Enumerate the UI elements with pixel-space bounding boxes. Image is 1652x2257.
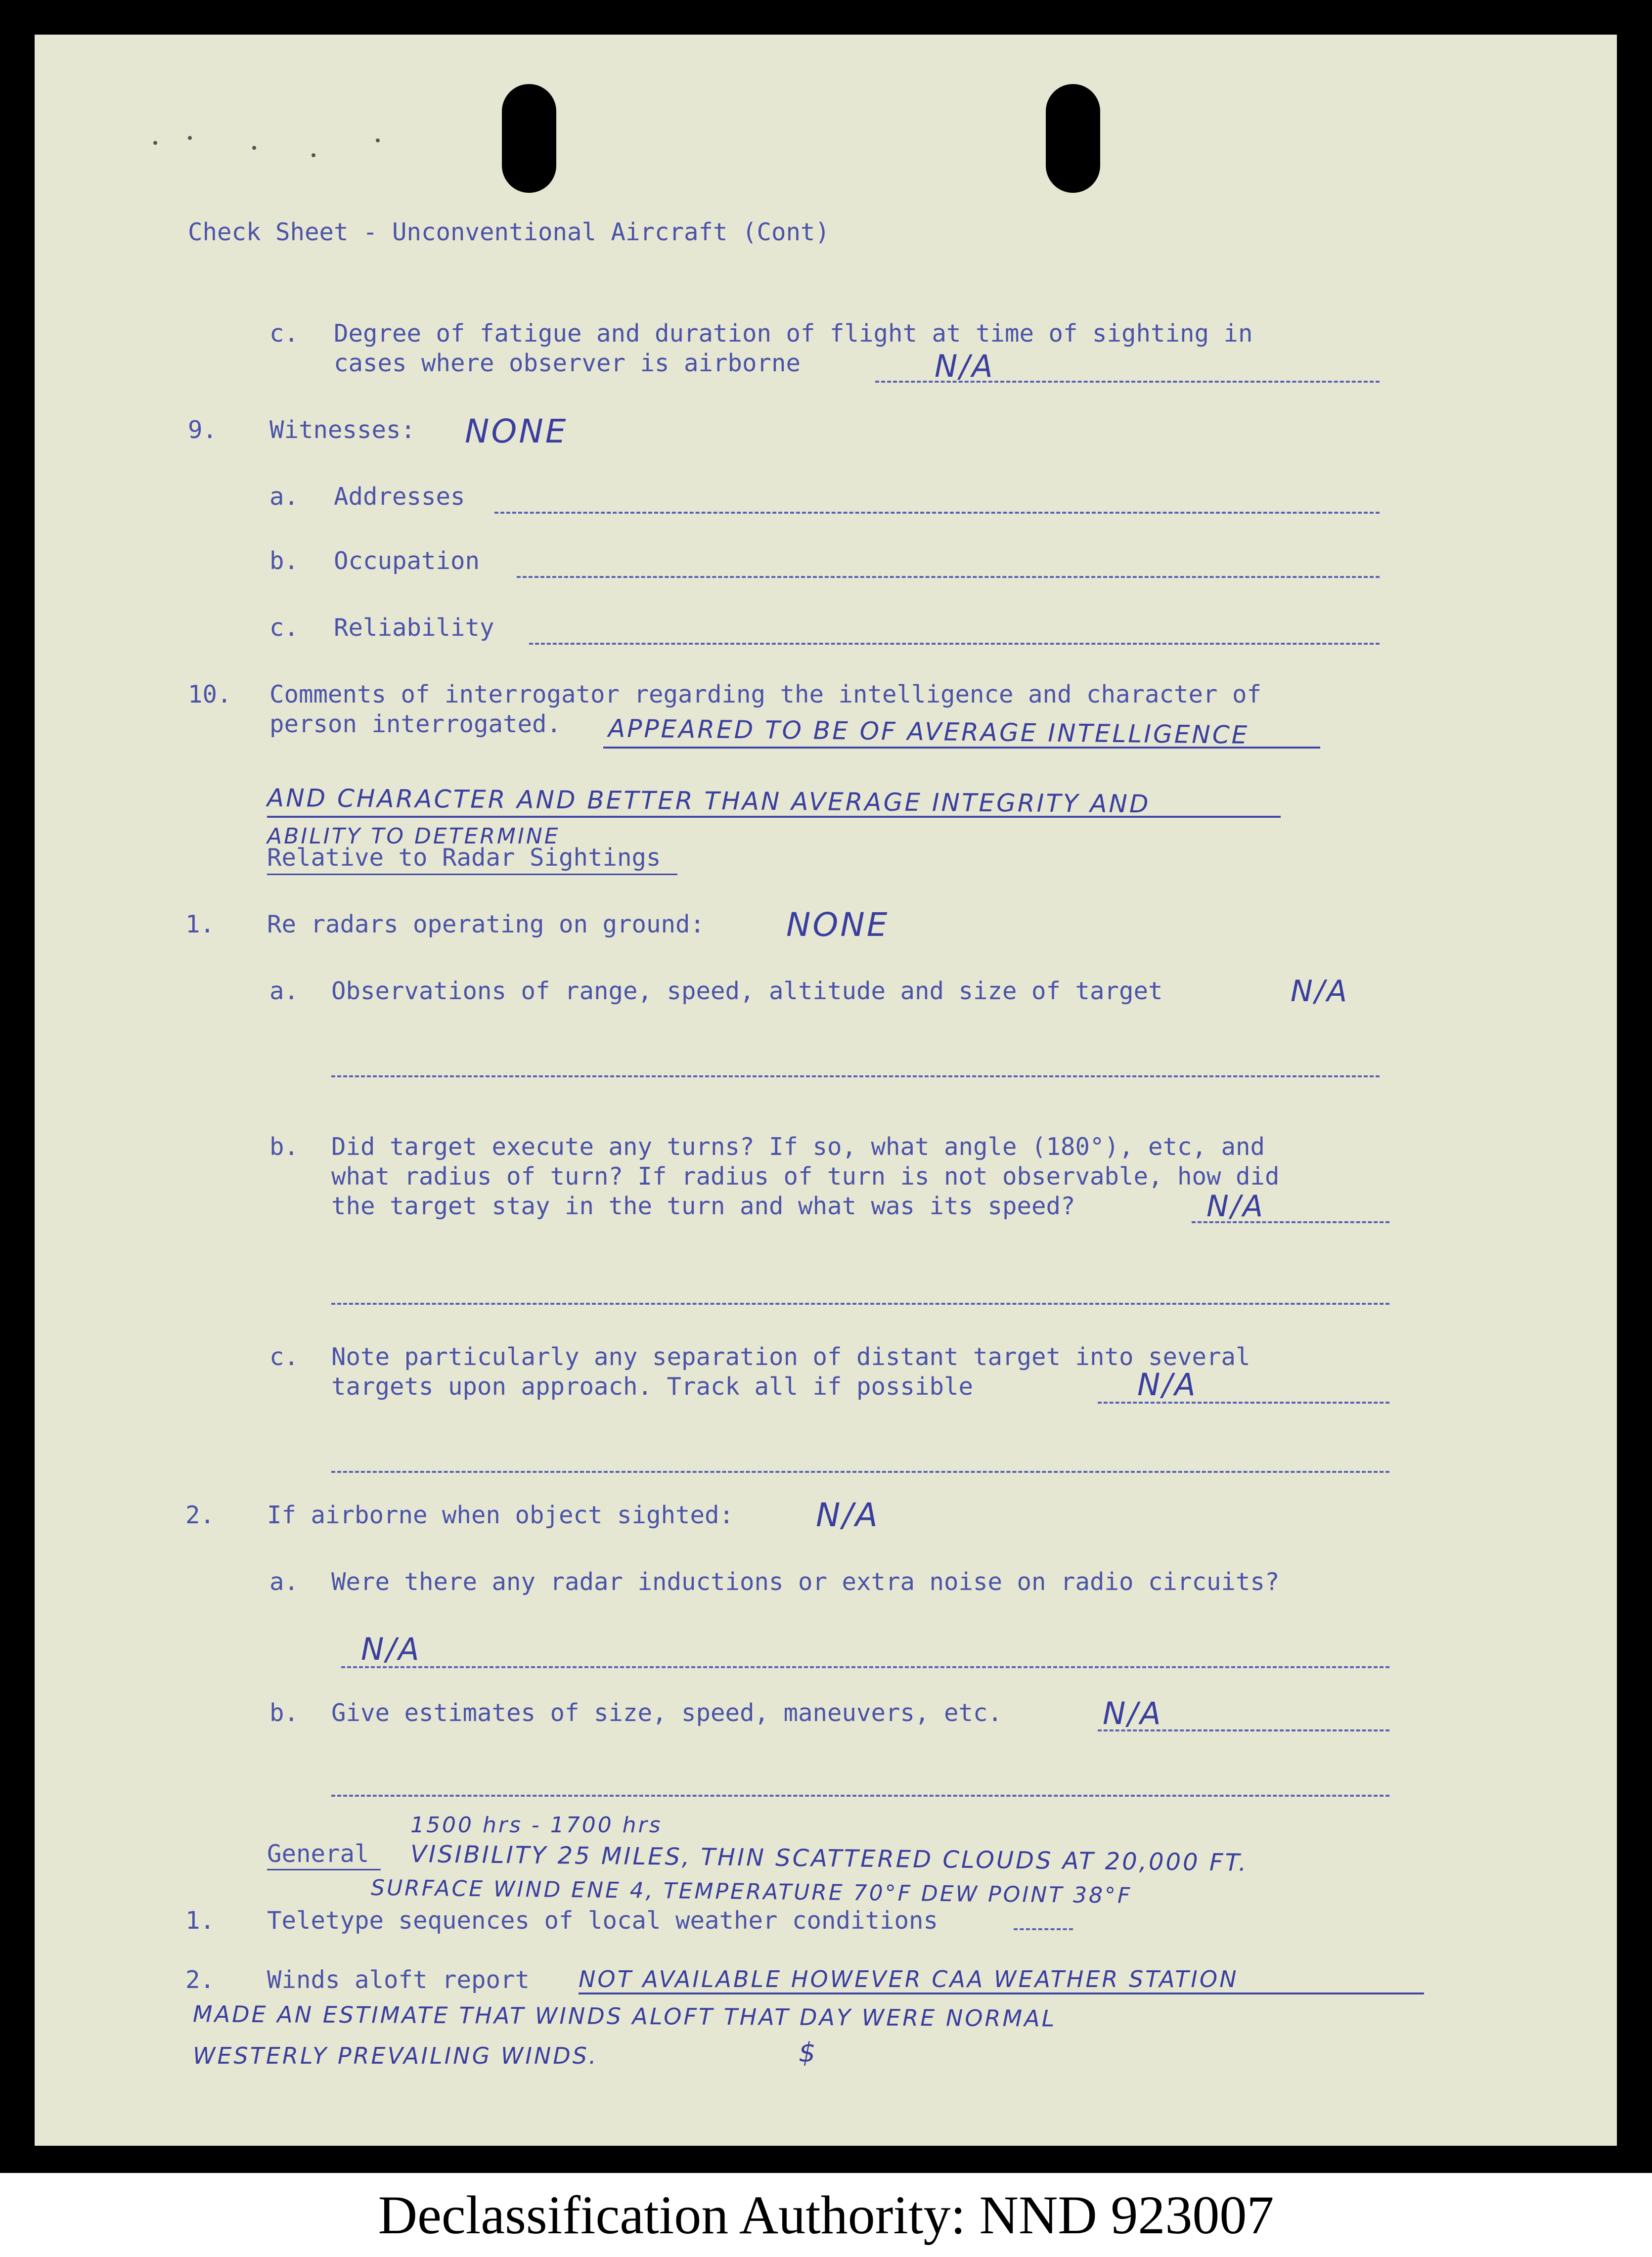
radar-item-1a-answer: N/A	[1291, 974, 1349, 1009]
item-10-answer-2: AND CHARACTER AND BETTER THAN AVERAGE INTEGRITY AND	[267, 783, 1151, 819]
radar-item-2b-answer: N/A	[1103, 1695, 1163, 1731]
radar-item-2-number: 2.	[185, 1501, 215, 1529]
item-9-label: Witnesses:	[269, 416, 416, 444]
item-9b-line	[517, 576, 1380, 578]
radar-item-2a-text: Were there any radar inductions or extra noise on radio circuits?	[331, 1568, 1280, 1596]
item-9-answer: NONE	[465, 412, 568, 450]
item-9a-letter: a.	[269, 483, 299, 511]
item-10-line2: person interrogated.	[269, 710, 562, 738]
item-9a-label: Addresses	[334, 483, 465, 511]
general-hand-visibility: VISIBILITY 25 MILES, THIN SCATTERED CLOUDS AT 20,000 FT.	[410, 1840, 1249, 1877]
speck	[252, 146, 256, 150]
general-item-2-number: 2.	[185, 1966, 215, 1994]
item-9b-label: Occupation	[334, 547, 480, 575]
item-8c-line2: cases where observer is airborne	[334, 349, 801, 377]
item-9c-label: Reliability	[334, 614, 494, 642]
general-item-1-line	[1014, 1928, 1073, 1930]
item-8c-line	[875, 381, 1380, 383]
item-10-line1: Comments of interrogator regarding the intelligence and character of	[269, 680, 1262, 708]
radar-item-1b-line-2	[331, 1303, 1389, 1305]
general-item-2-answer-1-underline	[579, 1992, 1424, 1994]
radar-item-1b-line3: the target stay in the turn and what was its speed?	[331, 1192, 1075, 1220]
initials-mark: $	[799, 2037, 818, 2068]
item-9-number: 9.	[188, 416, 218, 444]
radar-item-1a-line	[331, 1075, 1380, 1077]
radar-item-2b-line	[1098, 1729, 1389, 1731]
item-9c-line	[529, 643, 1380, 645]
radar-item-1b-line2: what radius of turn? If radius of turn is not observable, how did	[331, 1162, 1280, 1191]
punch-hole-left	[502, 84, 556, 193]
radar-item-1b-line	[1192, 1221, 1389, 1223]
item-10-answer-1-underline	[603, 747, 1320, 749]
radar-item-1b-answer: N/A	[1206, 1189, 1265, 1224]
general-item-2-answer-2: MADE AN ESTIMATE THAT WINDS ALOFT THAT DAY WERE NORMAL	[192, 2000, 1057, 2032]
punch-hole-right	[1046, 84, 1100, 193]
item-9c-letter: c.	[269, 614, 299, 642]
radar-item-1c-letter: c.	[269, 1343, 299, 1371]
radar-item-1-number: 1.	[185, 910, 215, 938]
radar-item-2b-letter: b.	[269, 1699, 299, 1727]
radar-item-1c-answer: N/A	[1137, 1367, 1198, 1403]
item-10-number: 10.	[188, 680, 232, 708]
page-header: Check Sheet - Unconventional Aircraft (Cont)	[188, 218, 830, 246]
radar-item-2a-letter: a.	[269, 1568, 299, 1596]
speck	[376, 138, 380, 142]
document-page	[35, 35, 1617, 2146]
item-10-answer-3: ABILITY TO DETERMINE	[267, 824, 560, 849]
general-section-title-underline	[267, 1869, 381, 1870]
item-10-answer-2-underline	[267, 816, 1281, 818]
radar-item-1a-text: Observations of range, speed, altitude and size of target	[331, 977, 1163, 1005]
radar-item-1c-line1: Note particularly any separation of distant target into several	[331, 1343, 1250, 1371]
radar-item-1b-line1: Did target execute any turns? If so, what angle (180°), etc, and	[331, 1133, 1265, 1161]
general-item-2-text: Winds aloft report	[267, 1966, 530, 1994]
radar-item-2a-answer: N/A	[361, 1631, 421, 1667]
speck	[188, 136, 192, 140]
radar-item-1c-line-2	[331, 1471, 1389, 1473]
radar-item-2a-line	[341, 1666, 1389, 1668]
radar-item-2-answer: N/A	[816, 1496, 880, 1534]
general-item-1-number: 1.	[185, 1906, 215, 1935]
radar-section-title: Relative to Radar Sightings	[267, 843, 661, 872]
speck	[312, 153, 315, 157]
general-item-1-text: Teletype sequences of local weather conditions	[267, 1906, 938, 1935]
general-hand-wind: SURFACE WIND ENE 4, TEMPERATURE 70°F DEW POINT 38°F	[370, 1875, 1132, 1909]
radar-item-2b-line-2	[331, 1795, 1389, 1797]
radar-item-1c-line2: targets upon approach. Track all if possible	[331, 1372, 974, 1401]
radar-item-2-label: If airborne when object sighted:	[267, 1501, 734, 1529]
item-9b-letter: b.	[269, 547, 299, 575]
declassification-footer: Declassification Authority: NND 923007	[0, 2173, 1652, 2257]
item-10-answer-1: APPEARED TO BE OF AVERAGE INTELLIGENCE	[608, 714, 1250, 750]
radar-item-2b-text: Give estimates of size, speed, maneuvers, etc.	[331, 1699, 1003, 1727]
radar-section-title-underline	[267, 874, 677, 875]
general-section-title: General	[267, 1840, 369, 1868]
radar-item-1b-letter: b.	[269, 1133, 299, 1161]
radar-item-1a-letter: a.	[269, 977, 299, 1005]
radar-item-1-answer: NONE	[786, 906, 890, 944]
radar-item-1-label: Re radars operating on ground:	[267, 910, 705, 938]
item-8c-line1: Degree of fatigue and duration of flight at time of sighting in	[334, 319, 1253, 348]
general-hand-time: 1500 hrs - 1700 hrs	[410, 1813, 663, 1838]
general-item-2-answer-1: NOT AVAILABLE HOWEVER CAA WEATHER STATION	[579, 1966, 1239, 1992]
item-8c-letter: c.	[269, 319, 299, 348]
radar-item-1c-line	[1098, 1402, 1389, 1404]
speck	[153, 141, 157, 145]
item-9a-line	[494, 512, 1380, 514]
general-item-2-answer-3: WESTERLY PREVAILING WINDS.	[193, 2042, 598, 2069]
item-8c-answer: N/A	[935, 348, 995, 384]
